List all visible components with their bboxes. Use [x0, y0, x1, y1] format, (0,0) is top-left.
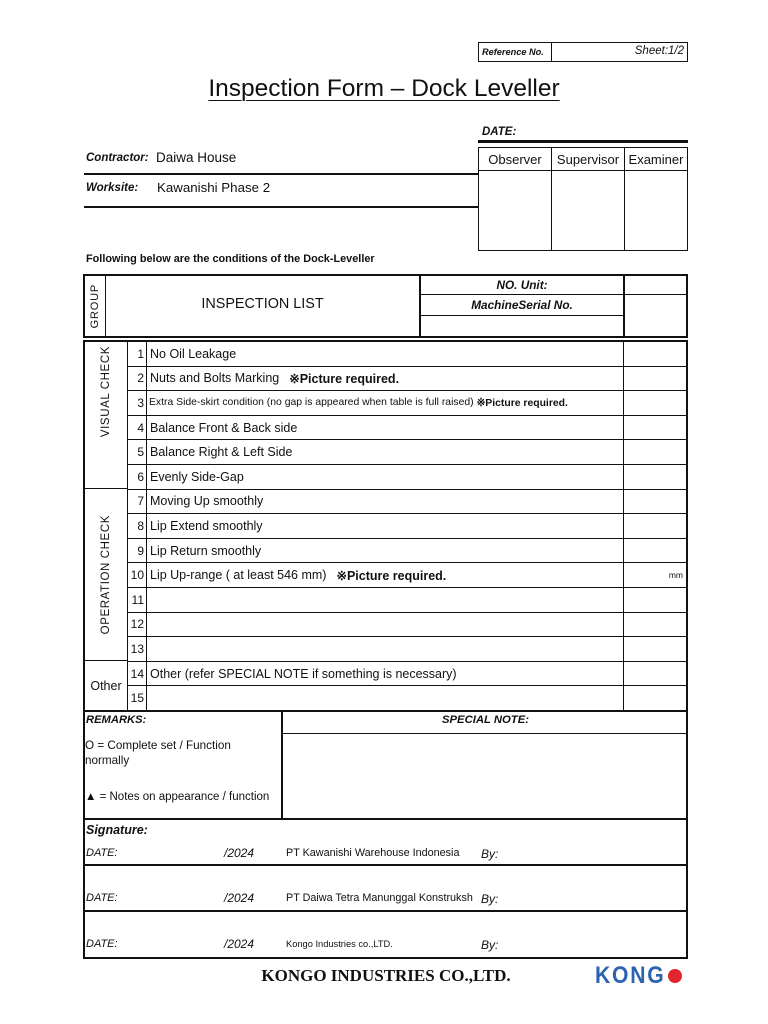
- item-number: 10: [128, 563, 147, 587]
- date-label: DATE:: [482, 126, 517, 138]
- machine-serial-label: MachineSerial No.: [471, 298, 573, 312]
- item-description[interactable]: [147, 637, 624, 661]
- table-row: [128, 563, 686, 588]
- item-result-field[interactable]: [624, 391, 686, 415]
- contractor-value: Daiwa House: [156, 150, 237, 165]
- item-result-field[interactable]: [624, 588, 686, 612]
- item-number: 9: [128, 539, 147, 563]
- signature-date-label: DATE:: [86, 892, 118, 904]
- item-text: Moving Up smoothly: [150, 494, 264, 509]
- signature-company: PT Daiwa Tetra Manunggal Konstruksh: [286, 892, 473, 904]
- kongo-logo: KONG: [595, 962, 666, 989]
- header-divider: [420, 315, 624, 316]
- table-row: [128, 514, 686, 539]
- item-result-field[interactable]: [624, 662, 686, 686]
- item-number: 5: [128, 440, 147, 464]
- contractor-label: Contractor:: [86, 152, 149, 164]
- legend-complete: O = Complete set / Function normally: [85, 739, 231, 767]
- signature-row-divider: [83, 910, 688, 912]
- item-result-field[interactable]: [624, 367, 686, 391]
- table-row: [128, 539, 686, 564]
- machine-serial-field[interactable]: [625, 295, 686, 336]
- item-result-field[interactable]: [624, 342, 686, 366]
- signature-by-label: By:: [481, 938, 499, 952]
- group-header-cell: [85, 276, 105, 336]
- item-description: [147, 563, 624, 587]
- signature-date-field[interactable]: /2024: [224, 846, 255, 860]
- table-row: [128, 490, 686, 515]
- unit-number-label: NO. Unit:: [496, 278, 548, 292]
- item-text: Balance Right & Left Side: [150, 445, 293, 460]
- table-row: [128, 686, 686, 710]
- signature-date-label: DATE:: [86, 847, 118, 859]
- item-result-field[interactable]: [624, 686, 686, 710]
- item-description: [147, 514, 624, 538]
- signature-company: Kongo Industries co.,LTD.: [286, 939, 393, 949]
- reference-box: [478, 42, 688, 62]
- item-result-field[interactable]: [624, 514, 686, 538]
- approval-table: [478, 147, 688, 251]
- item-text: Balance Front & Back side: [150, 420, 298, 435]
- picture-required-note: ※Picture required.: [336, 568, 447, 583]
- item-description[interactable]: [147, 686, 624, 710]
- signature-label: Signature:: [86, 823, 148, 837]
- item-number: 3: [128, 391, 147, 415]
- item-text: Nuts and Bolts Marking: [150, 371, 280, 386]
- item-description: [147, 391, 624, 415]
- item-description: [147, 465, 624, 489]
- footer-company-name: KONGO INDUSTRIES CO.,LTD.: [261, 966, 511, 985]
- signature-company: PT Kawanishi Warehouse Indonesia: [286, 847, 460, 859]
- sheet-number: Sheet:1/2: [634, 45, 684, 57]
- table-row: [128, 588, 686, 613]
- table-row: [128, 416, 686, 441]
- item-result-field[interactable]: [624, 490, 686, 514]
- unit-label: mm: [668, 570, 683, 581]
- group-visual-check: [85, 342, 127, 489]
- item-text: Evenly Side-Gap: [150, 469, 244, 484]
- group-label: VISUAL CHECK: [100, 346, 112, 438]
- supervisor-header: Supervisor: [552, 148, 625, 171]
- reference-label: Reference No.: [479, 43, 552, 61]
- item-result-field[interactable]: [624, 563, 686, 587]
- item-description: [147, 662, 624, 686]
- unit-number-field[interactable]: [625, 276, 686, 294]
- item-description: [147, 416, 624, 440]
- group-column: [85, 342, 128, 710]
- conditions-intro: Following below are the conditions of the Dock-Leveller: [86, 253, 375, 265]
- reference-number-field[interactable]: [552, 43, 612, 61]
- item-result-field[interactable]: [624, 440, 686, 464]
- table-row: [128, 367, 686, 392]
- item-number: 8: [128, 514, 147, 538]
- observer-signature-box[interactable]: [479, 171, 552, 250]
- table-row: [128, 391, 686, 416]
- signature-date-label: DATE:: [86, 938, 118, 950]
- supervisor-signature-box[interactable]: [552, 171, 625, 250]
- item-description[interactable]: [147, 613, 624, 637]
- item-number: 11: [128, 588, 147, 612]
- signature-date-field[interactable]: /2024: [224, 937, 255, 951]
- item-number: 14: [128, 662, 147, 686]
- signature-row-divider: [83, 864, 688, 866]
- item-text: Extra Side-skirt condition (no gap is appeared when table is full raised): [149, 397, 474, 409]
- table-row: [128, 613, 686, 638]
- contractor-underline: [84, 173, 478, 175]
- legend-notes: ▲ = Notes on appearance / function: [85, 791, 270, 803]
- special-note-field[interactable]: [286, 736, 684, 816]
- table-row: [128, 440, 686, 465]
- picture-required-note: ※Picture required.: [476, 397, 568, 409]
- special-note-label: SPECIAL NOTE:: [441, 714, 530, 726]
- item-result-field[interactable]: [624, 465, 686, 489]
- examiner-header: Examiner: [625, 148, 687, 171]
- item-result-field[interactable]: [624, 613, 686, 637]
- item-number: 6: [128, 465, 147, 489]
- date-underline: [478, 140, 688, 143]
- item-number: 2: [128, 367, 147, 391]
- item-number: 1: [128, 342, 147, 366]
- group-other: [85, 661, 127, 710]
- page-title-text: Inspection Form – Dock Leveller: [208, 75, 560, 102]
- item-description: [147, 342, 624, 366]
- inspection-list-header: INSPECTION LIST: [201, 296, 324, 312]
- page-title: [0, 73, 768, 105]
- signature-by-label: By:: [481, 892, 499, 906]
- picture-required-note: ※Picture required.: [289, 371, 400, 386]
- table-row: [128, 465, 686, 490]
- inspection-rows: [128, 342, 686, 710]
- table-row: [128, 342, 686, 367]
- item-description: [147, 539, 624, 563]
- item-description: [147, 367, 624, 391]
- item-number: 12: [128, 613, 147, 637]
- item-result-field[interactable]: [624, 416, 686, 440]
- signature-date-field[interactable]: /2024: [224, 891, 255, 905]
- group-label: Other: [90, 678, 122, 693]
- item-result-field[interactable]: [624, 539, 686, 563]
- special-note-underline: [282, 733, 688, 734]
- item-number: 15: [128, 686, 147, 710]
- item-description: [147, 440, 624, 464]
- observer-header: Observer: [479, 148, 552, 171]
- table-row: [128, 637, 686, 662]
- item-text: Lip Extend smoothly: [150, 518, 263, 533]
- examiner-signature-box[interactable]: [625, 171, 687, 250]
- item-text: No Oil Leakage: [150, 346, 237, 361]
- item-result-field[interactable]: [624, 637, 686, 661]
- item-number: 7: [128, 490, 147, 514]
- worksite-underline: [84, 206, 478, 208]
- remarks-label: REMARKS:: [86, 714, 147, 726]
- item-number: 13: [128, 637, 147, 661]
- group-operation-check: [85, 489, 127, 661]
- group-header: GROUP: [89, 283, 101, 329]
- worksite-label: Worksite:: [86, 182, 139, 194]
- item-text: Lip Up-range ( at least 546 mm): [150, 568, 327, 583]
- item-text: Other (refer SPECIAL NOTE if something is necessary): [150, 666, 457, 681]
- signature-by-label: By:: [481, 847, 499, 861]
- item-number: 4: [128, 416, 147, 440]
- item-description[interactable]: [147, 588, 624, 612]
- group-label: OPERATION CHECK: [100, 515, 112, 635]
- table-row: [128, 662, 686, 687]
- worksite-value: Kawanishi Phase 2: [157, 180, 271, 195]
- item-description: [147, 490, 624, 514]
- kongo-logo-dot-icon: [668, 969, 682, 983]
- item-text: Lip Return smoothly: [150, 543, 262, 558]
